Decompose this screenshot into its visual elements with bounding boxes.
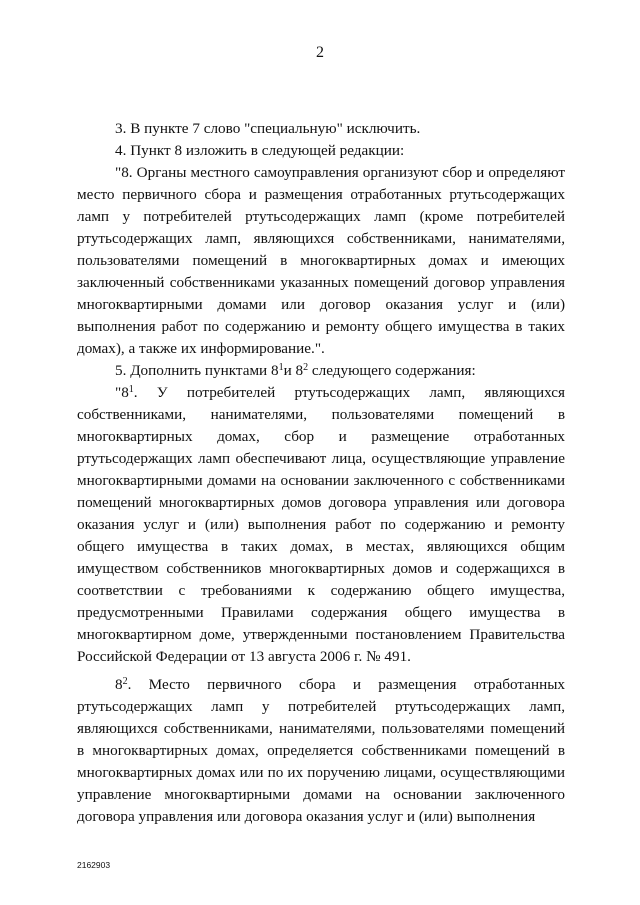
superscript: 2	[303, 362, 309, 373]
item-text: . У потребителей ртутьсодержащих ламп, являющихся собственниками, нанимателями, пользователями помещений в многоквартирных домах, сбор и размещение отработанных ртутьсодержащих ламп обеспечивают лица, осуществляющие управление многоквартирными домами на основании заключенного с собственниками помещений многоквартирных домов договора управления или договора оказания услуг и (или) выполнения работ по содержанию и ремонту общего имущества в таких домах, в местах, являющихся общим имуществом собственников многоквартирных домов и содержащихся в соответствии с требованиями к содержанию общего имущества, предусмотренными Правилами содержания общего имущества в многоквартирном доме, утвержденными постановлением Правительства Российской Федерации от 13 августа 2006 г. № 491.	[77, 384, 565, 665]
paragraph-item-4: 4. Пункт 8 изложить в следующей редакции:	[115, 142, 405, 159]
item-5-tail: следующего содержания:	[308, 362, 476, 379]
paragraph-item-8-2	[77, 674, 565, 828]
paragraph-item-8-1	[77, 382, 565, 668]
item-number: "8	[115, 384, 129, 401]
paragraph-item-5	[77, 360, 565, 382]
paragraph-item-3: 3. В пункте 7 слово "специальную" исключить.	[115, 120, 421, 137]
document-body	[77, 118, 565, 828]
paragraph-item-8-text: "8. Органы местного самоуправления организуют сбор и определяют место первичного сбора и размещения отработанных ртутьсодержащих ламп у потребителей ртутьсодержащих ламп (кроме потребителей ртутьсодержащих ламп, являющихся собственниками, нанимателями, пользователями помещений в многоквартирных домах и имеющих заключенный собственниками указанных помещений договор управления многоквартирными домами или договор оказания услуг и (или) выполнения работ по содержанию и ремонту общего имущества в таких домах), а также их информирование.".	[77, 164, 565, 357]
item-5-lead: 5. Дополнить пунктами 8	[115, 362, 279, 379]
item-number: 8	[115, 676, 123, 693]
document-id: 2162903	[77, 860, 111, 870]
item-text: . Место первичного сбора и размещения отработанных ртутьсодержащих ламп у потребителей ртутьсодержащих ламп, являющихся собственниками, нанимателями, пользователями помещений в многоквартирных домах, определяется собственниками помещений в многоквартирных домах или по их поручению лицами, осуществляющими управление многоквартирными домами на основании заключенного договора управления или договора оказания услуг и (или) выполнения	[77, 676, 565, 825]
superscript: 1	[278, 362, 284, 373]
page-number: 2	[316, 44, 324, 61]
superscript: 1	[128, 384, 134, 395]
superscript: 2	[122, 676, 128, 687]
item-5-middle: и 8	[283, 362, 304, 379]
